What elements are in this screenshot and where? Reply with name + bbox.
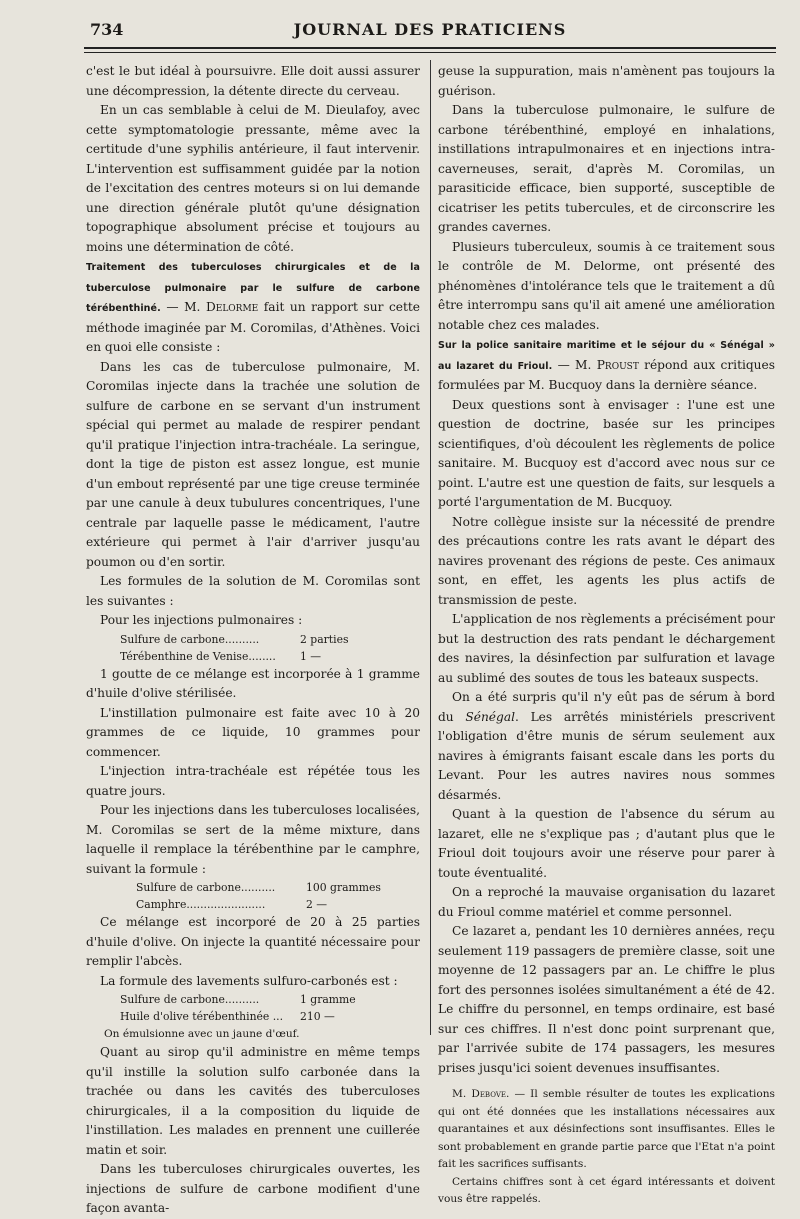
journal-title: JOURNAL DES PRATICIENS [293,20,567,39]
paragraph: Dans les tuberculoses chirurgicales ouvertes, les injections de sulfure de carbone modifient d'une façon avanta- [86,1162,420,1215]
paragraph: Plusieurs tuberculeux, soumis à ce traitement sous le contrôle de M. Delorme, ont présenté des phénomènes d'intolérance tels que le traitement a dû être interrompu sans qu'il ait amené une amélioration notable chez ces malades. [438,239,775,332]
paragraph: Pour les injections dans les tuberculoses localisées, M. Coromilas se sert de la même mixture, dans laquelle il remplace la térébenthine par le camphre, suivant la formule : [86,803,420,876]
paragraph: L'application de nos règlements a précisément pour but la destruction des rats pendant le déchargement des navires, la désinfection par sulfuration et lavage au sublimé des soutes de tous les bateaux suspects. [438,612,775,685]
formula-quantity: 2 parties [300,632,349,646]
note-paragraph [438,1086,775,1174]
heading-dash: — M. [552,357,597,372]
formula-ingredient: Huile d'olive térébenthinée ... [120,1010,284,1023]
text-run: . Les arrêtés ministériels prescrivent l'obligation d'être munis de sérum seulement aux navires à émigrants faisant escale dans les ports du Levant. Pour les autres navires nous sommes désarmés. [438,709,775,802]
paragraph: Les formules de la solution de M. Coromilas sont les suivantes : [86,574,420,608]
heading-continuation: répond aux critiques formulées par M. Bucquoy dans la dernière séance. [438,357,775,392]
formula-ingredient: Sulfure de carbone.......... [120,632,260,646]
heading-dash: — M. [160,300,206,314]
formula-row [136,896,420,913]
section-heading-text: Traitement des tuberculoses chirurgicales et de la tuberculose pulmonaire par le sulfure de carbone térébenthiné. [86,262,420,314]
note-paragraph: Certains chiffres sont à cet égard intéressants et doivent vous être rappelés. [438,1175,775,1205]
paragraph: geuse la suppuration, mais n'amènent pas toujours la guérison. [438,64,775,98]
paragraph: La formule des lavements sulfuro-carbonés est : [100,973,398,988]
ship-name: Sénégal [465,709,515,724]
paragraph: Notre collègue insiste sur la nécessité de prendre des précautions contre les rats avant le départ des navires provenant des régions de peste. Ces animaux sont, en effet, les agents les plus actifs de transmission de peste. [438,514,775,607]
formula-localized [136,879,420,913]
column-divider [430,60,431,1035]
formula-quantity: 1 — [300,649,322,663]
paragraph: c'est le but idéal à poursuivre. Elle doit aussi assurer une décompression, la détente directe du cerveau. [86,64,420,98]
paragraph: 1 goutte de ce mélange est incorporée à 1 gramme d'huile d'olive stérilisée. [86,666,420,700]
paragraph: Dans la tuberculose pulmonaire, le sulfure de carbone térébenthiné, employé en inhalations, instillations intrapulmonaires et en injections intra-caverneuses, serait, d'après M. Coromilas, un parasiticide efficace, bien supporté, susceptible de cicatriser les petits tubercules, et de circonscrire les grandes cavernes. [438,103,775,234]
paragraph: Ce mélange est incorporé de 20 à 25 parties d'huile d'olive. On injecte la quantité nécessaire pour remplir l'abcès. [86,915,420,968]
paragraph: L'injection intra-trachéale est répétée tous les quatre jours. [86,764,420,798]
text-run: M. [452,1088,472,1100]
author-name: Debove [471,1088,506,1100]
formula-quantity: 2 — [306,898,328,911]
author-name: Delorme [205,300,259,314]
paragraph: L'instillation pulmonaire est faite avec 10 à 20 grammes de ce liquide, 10 grammes pour commencer. [86,705,420,759]
page-header [84,18,776,46]
formula-row [120,1008,420,1025]
paragraph: Quant au sirop qu'il administre en même temps qu'il instille la solution sulfo carbonée dans la trachée ou dans les cavités des tuberculoses chirurgicales, il a la composition du liquide de l'instillation. Les malades en prennent une cuillerée matin et soir. [86,1045,420,1157]
paragraph: On émulsionne avec un jaune d'œuf. [104,1028,300,1040]
paragraph [438,688,775,805]
header-rule [84,47,776,53]
formula-row [120,648,420,665]
paragraph: Pour les injections pulmonaires : [100,613,303,627]
left-column [86,62,420,1215]
paragraph: Dans les cas de tuberculose pulmonaire, M. Coromilas injecte dans la trachée une solution de sulfure de carbone en se servant d'un instrument spécial qui permet au malade de respirer pendant qu'il pratique l'injection intra-trachéale. La seringue, dont la tige de piston est assez longue, est munie d'un embout représenté par une tige creuse terminée par une canule à deux tubulures concentriques, l'une centrale par laquelle passe le médicament, l'autre extérieure qui permet à l'air d'arriver jusqu'au poumon ou d'en sortir. [86,359,420,569]
section-heading-sanitary-police [438,335,775,396]
text-run: On a été surpris qu'il n'y eût pas de sérum à bord du [438,690,775,724]
page-number: 734 [90,20,124,39]
formula-ingredient: Sulfure de carbone.......... [136,881,276,894]
section-heading-text: Sur la police sanitaire maritime et le séjour du « Sénégal » au lazaret du Frioul. [438,340,775,372]
formula-enema [120,991,420,1025]
author-name: Proust [596,357,639,372]
paragraph: En un cas semblable à celui de M. Dieulafoy, avec cette symptomatologie pressante, même avec la certitude d'une syphilis antérieure, il faut intervenir. L'intervention est suffisamment guidée par la notion de l'excitation des centres moteurs si on lui demande une direction générale plutôt qu'une désignation topographique absolument précise et toujours au moins une détermination de côté. [86,103,420,254]
spacer [438,1078,775,1086]
formula-ingredient: Camphre....................... [136,898,266,911]
heading-continuation: fait un rapport sur cette méthode imaginée par M. Coromilas, d'Athènes. Voici en quoi elle consiste : [86,300,420,354]
formula-pulmonary [120,631,420,665]
formula-ingredient: Térébenthine de Venise........ [120,649,276,663]
formula-row [136,879,420,896]
formula-quantity: 100 grammes [306,881,381,894]
paragraph: Ce lazaret a, pendant les 10 dernières années, reçu seulement 119 passagers de première classe, soit une moyenne de 12 passagers par an. Le chiffre le plus fort des personnes isolées simultanément a été de 42. Le chiffre du personnel, en temps ordinaire, est basé sur ces chiffres. Il n'est donc point surprenant que, par l'arrivée subite de 174 passagers, les mesures prises jusqu'ici soient devenues insuffisantes. [438,924,775,1075]
paragraph: Quant à la question de l'absence du sérum au lazaret, elle ne s'explique pas ; d'autant plus que le Frioul doit toujours avoir une réserve pour parer à toute éventualité. [438,807,775,880]
text-run: . — Il semble résulter de toutes les explications qui ont été données que les installations nécessaires aux quarantaines et aux désinfections sont insuffisantes. Elles le sont probablement en grande partie parce que l'Etat n'a point fait les sacrifices suffisants. [438,1088,775,1170]
formula-row [120,991,420,1008]
formula-row [120,631,420,648]
section-heading-tuberculosis [86,257,420,358]
formula-ingredient: Sulfure de carbone.......... [120,993,260,1006]
paragraph: On a reproché la mauvaise organisation du lazaret du Frioul comme matériel et comme personnel. [438,885,775,919]
right-column [438,62,775,1205]
formula-quantity: 210 — [300,1010,335,1023]
formula-quantity: 1 gramme [300,993,356,1006]
paragraph: Deux questions sont à envisager : l'une est une question de doctrine, basée sur les principes scientifiques, d'où découlent les règlements de police sanitaire. M. Bucquoy est d'accord avec nous sur ce point. L'autre est une question de faits, sur lesquels a porté l'argumentation de M. Bucquoy. [438,397,775,509]
